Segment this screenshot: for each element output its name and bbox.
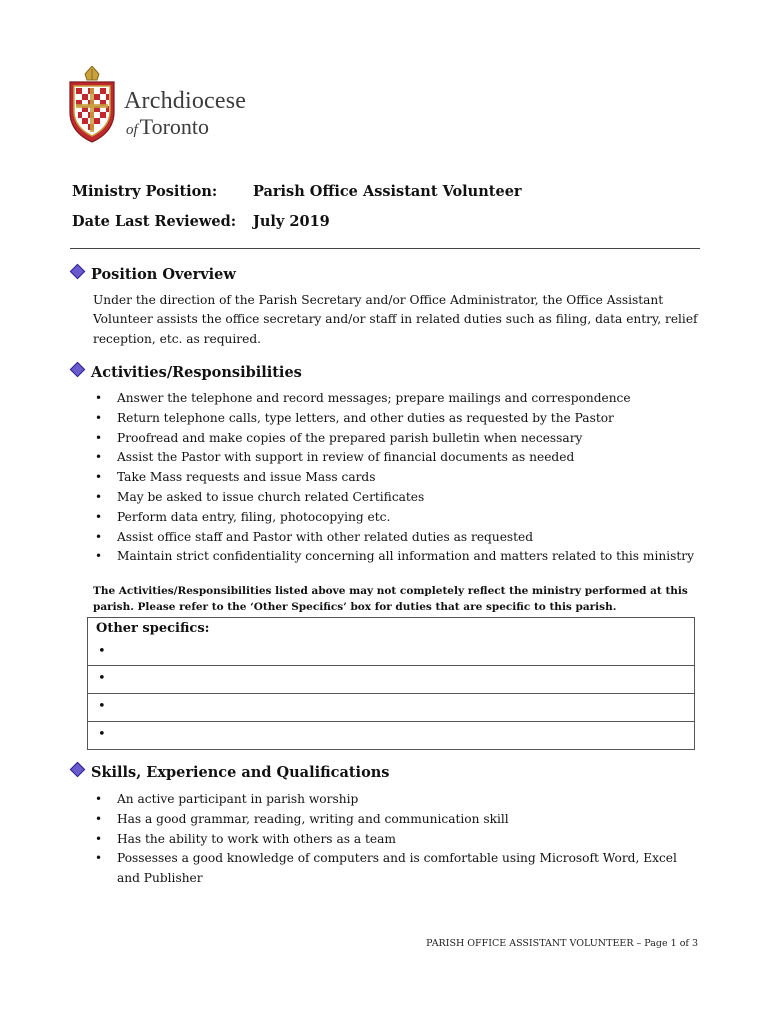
position-overview-text: Under the direction of the Parish Secretary and/or Office Administrator, the Office Assistant Volunteer assists the office secretary and/or staff in related duties such as filing, data entry, relief reception, etc. as required. [93, 293, 698, 346]
diamond-bullet-icon [70, 762, 86, 778]
list-item: • May be asked to issue church related Certificates [93, 488, 694, 508]
divider [70, 248, 700, 249]
skills-list [93, 790, 697, 889]
skills-heading [72, 764, 389, 781]
list-item: • Answer the telephone and record messages; prepare mailings and correspondence [93, 389, 694, 409]
logo-of-text: of [126, 122, 138, 138]
empty-bullet: • [98, 699, 106, 714]
activities-heading [72, 364, 302, 381]
other-specifics-box [87, 617, 695, 750]
list-item: • Proofread and make copies of the prepared parish bulletin when necessary [93, 429, 694, 449]
logo-toronto-text [126, 114, 209, 140]
list-item: • Assist the Pastor with support in review of financial documents as needed [93, 448, 694, 468]
logo-toronto-word: Toronto [139, 114, 210, 139]
list-item: • Has the ability to work with others as a team [93, 830, 697, 850]
activities-list [93, 389, 694, 567]
list-item: • Perform data entry, filing, photocopying etc. [93, 508, 694, 528]
list-item: • Has a good grammar, reading, writing and communication skill [93, 810, 697, 830]
crest-icon [66, 66, 118, 144]
list-item: • Maintain strict confidentiality concerning all information and matters related to this ministry [93, 547, 694, 567]
date-reviewed-label: Date Last Reviewed: [72, 213, 237, 230]
skills-heading-text: Skills, Experience and Qualifications [91, 764, 390, 781]
diamond-bullet-icon [70, 264, 86, 280]
logo-archdiocese-text: Archdiocese [124, 88, 247, 114]
position-overview-heading [72, 266, 236, 283]
list-item: • Take Mass requests and issue Mass cards [93, 468, 694, 488]
other-specifics-row[interactable] [88, 693, 694, 721]
other-specifics-title: Other specifics: [96, 621, 210, 636]
list-item: • Return telephone calls, type letters, and other duties as requested by the Pastor [93, 409, 694, 429]
empty-bullet: • [98, 644, 106, 659]
date-reviewed-value: July 2019 [253, 213, 330, 230]
other-specifics-row[interactable] [88, 665, 694, 693]
archdiocese-logo [66, 66, 256, 146]
other-specifics-row[interactable] [88, 618, 694, 665]
list-item: • Assist office staff and Pastor with other related duties as requested [93, 528, 694, 548]
activities-note: The Activities/Responsibilities listed above may not completely reflect the ministry performed at this parish. Please refer to the ‘Other Specifics’ box for duties that are specific to this parish. [93, 585, 688, 613]
position-overview-heading-text: Position Overview [91, 266, 236, 283]
empty-bullet: • [98, 727, 106, 742]
list-item: • An active participant in parish worship [93, 790, 697, 810]
ministry-position-label: Ministry Position: [72, 183, 218, 200]
diamond-bullet-icon [70, 362, 86, 378]
list-item: • Possesses a good knowledge of computers and is comfortable using Microsoft Word, Excel and Publisher [93, 849, 697, 889]
empty-bullet: • [98, 671, 106, 686]
page-footer: PARISH OFFICE ASSISTANT VOLUNTEER – Page 1 of 3 [426, 938, 698, 949]
other-specifics-row[interactable] [88, 721, 694, 749]
activities-heading-text: Activities/Responsibilities [91, 364, 302, 381]
ministry-position-value: Parish Office Assistant Volunteer [253, 183, 522, 200]
